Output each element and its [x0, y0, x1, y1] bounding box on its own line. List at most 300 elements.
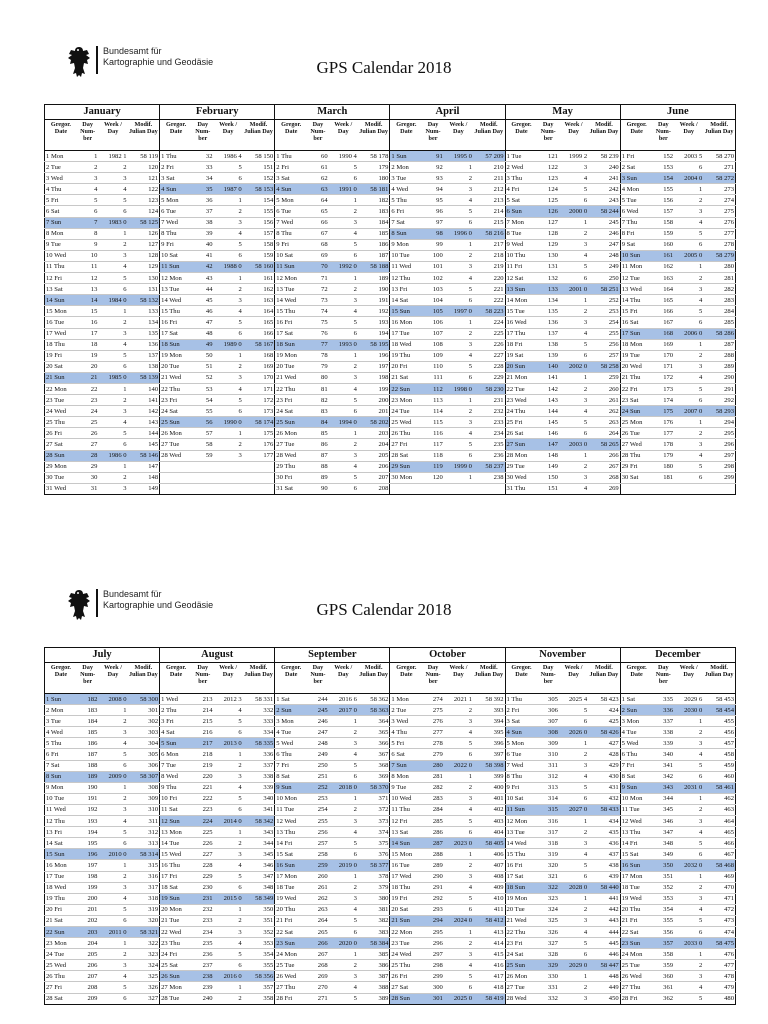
gregorian-date-cell: 13 Fri	[45, 827, 77, 838]
gps-week-day-cell: 2013 0	[214, 738, 243, 749]
mjd-cell: 135	[128, 328, 160, 339]
mjd-cell: 289	[703, 361, 735, 372]
day-number-cell: 137	[537, 328, 559, 339]
gregorian-date-cell: 17 Tue	[45, 871, 77, 882]
gps-week-day-cell: 1	[329, 949, 358, 960]
day-number-cell: 142	[537, 383, 559, 394]
gps-week-day-cell: 2027 0	[559, 804, 588, 815]
gps-week-day-cell: 2	[329, 960, 358, 971]
mjd-cell: 58 223	[473, 306, 505, 317]
gps-week-day-cell: 3	[559, 239, 588, 250]
day-number-cell: 356	[653, 926, 675, 937]
table-row	[45, 982, 736, 993]
gregorian-date-cell: 10 Sun	[620, 250, 652, 261]
gps-week-day-cell: 3	[214, 217, 243, 228]
gregorian-date-cell: 2 Fri	[275, 162, 307, 173]
gregorian-date-cell: 26 Wed	[620, 971, 652, 982]
gregorian-date-cell: 17 Mon	[620, 871, 652, 882]
gps-week-day-cell: 6	[559, 716, 588, 727]
day-number-cell: 310	[537, 749, 559, 760]
table-row	[45, 173, 736, 184]
day-number-cell: 268	[307, 960, 329, 971]
gregorian-date-cell: 13 Wed	[620, 284, 652, 295]
gregorian-date-cell: 3 Thu	[505, 173, 537, 184]
gps-week-day-cell: 5	[214, 871, 243, 882]
day-number-cell: 131	[537, 261, 559, 272]
gregorian-date-cell: 6 Fri	[45, 749, 77, 760]
mjd-cell: 337	[243, 760, 275, 771]
gregorian-date-cell: 12 Mon	[275, 273, 307, 284]
gregorian-date-cell: 24 Wed	[45, 406, 77, 417]
gps-week-day-cell: 1995 0	[444, 151, 473, 162]
mjd-cell: 297	[703, 450, 735, 461]
column-header: Gregor. Date	[160, 663, 192, 694]
day-number-cell: 260	[307, 871, 329, 882]
day-number-cell: 122	[537, 162, 559, 173]
gregorian-date-cell: 7 Sat	[45, 760, 77, 771]
gregorian-date-cell: 18 Sun	[160, 339, 192, 350]
day-number-cell: 361	[653, 982, 675, 993]
gregorian-date-cell: 24 Tue	[390, 406, 422, 417]
day-number-cell: 141	[537, 372, 559, 383]
gregorian-date-cell: 6 Tue	[160, 206, 192, 217]
gregorian-date-cell: 27 Wed	[620, 439, 652, 450]
column-header: Modif. Julian Day	[128, 120, 160, 151]
gps-week-day-cell: 1	[329, 273, 358, 284]
gregorian-date-cell: 21 Sun	[45, 372, 77, 383]
day-number-cell: 151	[537, 483, 559, 494]
mjd-cell: 323	[128, 949, 160, 960]
mjd-cell: 213	[473, 195, 505, 206]
gregorian-date-cell: 1 Tue	[505, 151, 537, 162]
gps-week-day-cell: 4	[214, 383, 243, 394]
gps-week-day-cell: 4	[444, 195, 473, 206]
gps-week-day-cell: 2	[329, 727, 358, 738]
gregorian-date-cell: 12 Mon	[505, 816, 537, 827]
day-number-cell: 298	[422, 960, 444, 971]
gps-week-day-cell: 4	[329, 306, 358, 317]
mjd-cell: 224	[473, 317, 505, 328]
gps-week-day-cell: 4	[444, 960, 473, 971]
day-number-cell: 28	[77, 450, 99, 461]
gregorian-date-cell: 9 Mon	[390, 239, 422, 250]
day-number-cell	[192, 461, 214, 472]
mjd-cell: 245	[588, 217, 620, 228]
day-number-cell: 114	[422, 406, 444, 417]
day-number-cell: 179	[653, 450, 675, 461]
gps-week-day-cell: 1994 0	[329, 417, 358, 428]
mjd-cell: 325	[128, 971, 160, 982]
day-number-cell: 133	[537, 284, 559, 295]
mjd-cell: 480	[703, 993, 735, 1004]
day-number-cell: 189	[77, 771, 99, 782]
gps-week-day-cell: 2023 0	[444, 838, 473, 849]
gregorian-date-cell: 28 Fri	[620, 993, 652, 1004]
mjd-cell: 169	[243, 361, 275, 372]
mjd-cell: 393	[473, 705, 505, 716]
day-number-cell: 327	[537, 938, 559, 949]
day-number-cell: 88	[307, 461, 329, 472]
column-header: Modif. Julian Day	[473, 120, 505, 151]
gregorian-date-cell: 15 Wed	[160, 849, 192, 860]
mjd-cell: 58 412	[473, 915, 505, 926]
gregorian-date-cell: 9 Tue	[45, 239, 77, 250]
mjd-cell: 415	[473, 949, 505, 960]
gregorian-date-cell: 26 Thu	[45, 971, 77, 982]
mjd-cell: 458	[703, 749, 735, 760]
gregorian-date-cell	[160, 472, 192, 483]
gregorian-date-cell: 7 Sun	[45, 217, 77, 228]
day-number-cell: 244	[307, 694, 329, 705]
mjd-cell: 58 251	[588, 284, 620, 295]
mjd-cell: 333	[243, 716, 275, 727]
gps-week-day-cell: 2	[674, 428, 703, 439]
mjd-cell: 58 447	[588, 960, 620, 971]
gps-week-day-cell: 2	[559, 228, 588, 239]
mjd-cell: 280	[703, 261, 735, 272]
gregorian-date-cell	[390, 483, 422, 494]
mjd-cell: 262	[588, 406, 620, 417]
gps-week-day-cell: 6	[329, 406, 358, 417]
gps-week-day-cell: 2029 6	[674, 694, 703, 705]
gps-week-day-cell: 1	[674, 184, 703, 195]
gps-week-day-cell: 1	[559, 372, 588, 383]
mjd-cell: 253	[588, 306, 620, 317]
gps-week-day-cell: 3	[329, 295, 358, 306]
day-number-cell: 73	[307, 295, 329, 306]
gps-week-day-cell: 3	[444, 184, 473, 195]
gps-week-day-cell: 1	[559, 893, 588, 904]
column-header: Week / Day	[329, 663, 358, 694]
day-number-cell: 60	[307, 151, 329, 162]
gps-week-day-cell: 4	[674, 982, 703, 993]
gregorian-date-cell: 28 Wed	[160, 450, 192, 461]
gregorian-date-cell: 3 Wed	[390, 716, 422, 727]
gps-week-day-cell: 2	[674, 195, 703, 206]
gps-week-day-cell: 2	[214, 206, 243, 217]
day-number-cell: 7	[77, 217, 99, 228]
day-number-cell: 316	[537, 816, 559, 827]
day-number-cell: 171	[653, 361, 675, 372]
gps-week-day-cell: 2025 4	[559, 694, 588, 705]
mjd-cell: 414	[473, 938, 505, 949]
day-number-cell: 53	[192, 383, 214, 394]
gps-week-day-cell: 6	[674, 771, 703, 782]
gregorian-date-cell: 19 Mon	[275, 350, 307, 361]
gps-week-day-cell: 5	[444, 816, 473, 827]
gregorian-date-cell: 1 Sun	[390, 151, 422, 162]
mjd-cell: 147	[128, 461, 160, 472]
mjd-cell: 305	[128, 749, 160, 760]
mjd-cell: 256	[588, 339, 620, 350]
gregorian-date-cell: 18 Tue	[620, 882, 652, 893]
table-row	[45, 273, 736, 284]
gps-week-day-cell: 3	[444, 871, 473, 882]
gps-week-day-cell: 5	[444, 893, 473, 904]
mjd-cell: 355	[243, 960, 275, 971]
gregorian-date-cell: 7 Mon	[505, 217, 537, 228]
gps-week-day-cell: 2	[444, 860, 473, 871]
day-number-cell: 217	[192, 738, 214, 749]
mjd-cell: 406	[473, 849, 505, 860]
gps-week-day-cell: 6	[329, 173, 358, 184]
day-number-cell: 354	[653, 904, 675, 915]
gps-week-day-cell: 5	[674, 461, 703, 472]
gregorian-date-cell: 18 Wed	[390, 339, 422, 350]
day-number-cell: 170	[653, 350, 675, 361]
gregorian-date-cell: 23 Sun	[620, 938, 652, 949]
mjd-cell: 354	[243, 949, 275, 960]
gps-week-day-cell: 2033 0	[674, 938, 703, 949]
day-number-cell: 238	[192, 971, 214, 982]
column-header: Day Num- ber	[192, 120, 214, 151]
day-number-cell: 224	[192, 816, 214, 827]
mjd-cell: 164	[243, 306, 275, 317]
mjd-cell: 58 279	[703, 250, 735, 261]
day-number-cell: 77	[307, 339, 329, 350]
mjd-cell: 285	[703, 317, 735, 328]
mjd-cell: 242	[588, 184, 620, 195]
gps-week-day-cell: 3	[559, 472, 588, 483]
gps-week-day-cell: 1	[214, 982, 243, 993]
gps-week-day-cell: 1	[329, 428, 358, 439]
gregorian-date-cell: 31 Wed	[45, 483, 77, 494]
mjd-cell: 162	[243, 284, 275, 295]
gps-week-day-cell: 5	[559, 782, 588, 793]
mjd-cell: 215	[473, 217, 505, 228]
mjd-cell: 357	[243, 982, 275, 993]
day-number-cell: 175	[653, 406, 675, 417]
gregorian-date-cell: 22 Sun	[45, 926, 77, 937]
gregorian-date-cell: 14 Fri	[275, 838, 307, 849]
gregorian-date-cell: 23 Wed	[505, 395, 537, 406]
mjd-cell: 477	[703, 960, 735, 971]
gps-week-day-cell: 1985 0	[98, 372, 127, 383]
day-number-cell: 41	[192, 250, 214, 261]
gregorian-date-cell: 1 Thu	[505, 694, 537, 705]
gps-week-day-cell: 6	[329, 926, 358, 937]
day-number-cell: 79	[307, 361, 329, 372]
gregorian-date-cell: 11 Mon	[620, 261, 652, 272]
gps-week-day-cell: 2	[674, 273, 703, 284]
gregorian-date-cell: 8 Thu	[275, 228, 307, 239]
day-number-cell: 261	[307, 882, 329, 893]
gps-week-day-cell: 1	[98, 383, 127, 394]
gps-week-day-cell: 2	[98, 317, 127, 328]
mjd-cell: 366	[358, 738, 390, 749]
mjd-cell: 400	[473, 782, 505, 793]
day-number-cell: 94	[422, 184, 444, 195]
gregorian-date-cell: 3 Tue	[390, 173, 422, 184]
day-number-cell: 95	[422, 195, 444, 206]
gps-week-day-cell: 2	[98, 239, 127, 250]
mjd-cell: 157	[243, 228, 275, 239]
mjd-cell: 175	[243, 428, 275, 439]
mjd-cell: 353	[243, 938, 275, 949]
gps-week-day-cell: 3	[214, 849, 243, 860]
table-row	[45, 250, 736, 261]
gregorian-date-cell: 9 Mon	[45, 782, 77, 793]
day-number-cell: 132	[537, 273, 559, 284]
day-number-cell: 22	[77, 383, 99, 394]
mjd-cell: 228	[473, 361, 505, 372]
gregorian-date-cell: 24 Sat	[160, 406, 192, 417]
gregorian-date-cell: 22 Sun	[390, 383, 422, 394]
gregorian-date-cell: 17 Sun	[620, 328, 652, 339]
gregorian-date-cell: 15 Sun	[45, 849, 77, 860]
day-number-cell: 219	[192, 760, 214, 771]
day-number-cell: 231	[192, 893, 214, 904]
day-number-cell: 206	[77, 960, 99, 971]
gregorian-date-cell: 16 Tue	[390, 860, 422, 871]
gps-week-day-cell: 1	[329, 195, 358, 206]
day-number-cell: 6	[77, 206, 99, 217]
day-number-cell: 318	[537, 838, 559, 849]
gregorian-date-cell: 9 Tue	[390, 782, 422, 793]
gps-week-day-cell: 2007 0	[674, 406, 703, 417]
mjd-cell: 206	[358, 461, 390, 472]
gregorian-date-cell: 17 Wed	[45, 328, 77, 339]
column-header: Modif. Julian Day	[473, 663, 505, 694]
gps-week-day-cell: 6	[559, 195, 588, 206]
gps-week-day-cell: 3	[674, 816, 703, 827]
mjd-cell: 386	[358, 960, 390, 971]
day-number-cell: 276	[422, 716, 444, 727]
mjd-cell: 383	[358, 926, 390, 937]
day-number-cell: 254	[307, 804, 329, 815]
gps-week-day-cell: 1989 0	[214, 339, 243, 350]
day-number-cell: 286	[422, 827, 444, 838]
gps-week-day-cell: 1	[559, 217, 588, 228]
mjd-cell: 268	[588, 472, 620, 483]
gregorian-date-cell: 14 Mon	[505, 295, 537, 306]
day-number-cell: 287	[422, 838, 444, 849]
gregorian-date-cell: 5 Wed	[620, 738, 652, 749]
gregorian-date-cell: 26 Thu	[390, 428, 422, 439]
gps-week-day-cell: 1	[98, 306, 127, 317]
day-number-cell: 138	[537, 339, 559, 350]
gps-week-day-cell: 5	[98, 350, 127, 361]
mjd-cell: 58 349	[243, 893, 275, 904]
gps-week-day-cell: 5	[674, 915, 703, 926]
mjd-cell: 120	[128, 162, 160, 173]
day-number-cell: 124	[537, 184, 559, 195]
mjd-cell: 236	[473, 450, 505, 461]
gregorian-date-cell: 16 Sat	[620, 317, 652, 328]
mjd-cell: 341	[243, 804, 275, 815]
gps-week-day-cell: 5	[98, 749, 127, 760]
gps-week-day-cell: 4	[444, 882, 473, 893]
mjd-cell: 283	[703, 295, 735, 306]
day-number-cell: 51	[192, 361, 214, 372]
day-number-cell: 130	[537, 250, 559, 261]
gps-week-day-cell: 6	[674, 849, 703, 860]
mjd-cell: 309	[128, 793, 160, 804]
column-header: Gregor. Date	[160, 120, 192, 151]
day-number-cell: 282	[422, 782, 444, 793]
gregorian-date-cell: 10 Mon	[620, 793, 652, 804]
gregorian-date-cell: 13 Thu	[275, 827, 307, 838]
gregorian-date-cell: 25 Wed	[45, 960, 77, 971]
gps-week-day-cell: 4	[559, 328, 588, 339]
gps-week-day-cell: 3	[329, 893, 358, 904]
mjd-cell: 301	[128, 705, 160, 716]
page-title: GPS Calendar 2018	[316, 600, 452, 619]
mjd-cell: 344	[243, 838, 275, 849]
day-number-cell: 98	[422, 228, 444, 239]
mjd-cell: 58 188	[358, 261, 390, 272]
gregorian-date-cell: 10 Sat	[275, 250, 307, 261]
gps-week-day-cell: 3	[98, 406, 127, 417]
day-number-cell: 249	[307, 749, 329, 760]
gregorian-date-cell: 11 Wed	[45, 804, 77, 815]
gregorian-date-cell: 27 Mon	[160, 982, 192, 993]
gps-week-day-cell: 2009 0	[98, 771, 127, 782]
gregorian-date-cell: 22 Fri	[620, 383, 652, 394]
gregorian-date-cell: 15 Mon	[390, 849, 422, 860]
day-number-cell: 29	[77, 461, 99, 472]
mjd-cell: 340	[243, 793, 275, 804]
day-number-cell: 9	[77, 239, 99, 250]
day-number-cell: 153	[653, 162, 675, 173]
month-header: August	[160, 648, 275, 663]
gregorian-date-cell: 28 Sat	[45, 993, 77, 1004]
column-header: Day Num- ber	[422, 663, 444, 694]
mjd-cell: 372	[358, 804, 390, 815]
day-number-cell: 216	[192, 727, 214, 738]
day-number-cell: 351	[653, 871, 675, 882]
gregorian-date-cell: 18 Sun	[505, 882, 537, 893]
mjd-cell: 429	[588, 760, 620, 771]
day-number-cell: 97	[422, 217, 444, 228]
mjd-cell: 127	[128, 239, 160, 250]
gps-week-day-cell: 6	[444, 372, 473, 383]
gps-week-day-cell: 2	[444, 782, 473, 793]
mjd-cell: 465	[703, 827, 735, 838]
gps-week-day-cell: 1996 0	[444, 228, 473, 239]
gregorian-date-cell: 11 Thu	[390, 804, 422, 815]
day-number-cell: 255	[307, 816, 329, 827]
day-number-cell: 161	[653, 250, 675, 261]
day-number-cell: 44	[192, 284, 214, 295]
gps-week-day-cell: 4	[444, 350, 473, 361]
day-number-cell: 265	[307, 926, 329, 937]
day-number-cell: 125	[537, 195, 559, 206]
table-row	[45, 261, 736, 272]
gregorian-date-cell: 20 Tue	[505, 904, 537, 915]
gps-week-day-cell: 4	[98, 971, 127, 982]
gps-week-day-cell	[444, 483, 473, 494]
gregorian-date-cell: 22 Sat	[275, 926, 307, 937]
day-number-cell: 126	[537, 206, 559, 217]
column-header: Gregor. Date	[505, 120, 537, 151]
mjd-cell: 338	[243, 771, 275, 782]
gps-week-day-cell: 4	[559, 173, 588, 184]
mjd-cell: 351	[243, 915, 275, 926]
mjd-cell: 450	[588, 993, 620, 1004]
gps-week-day-cell: 2	[98, 162, 127, 173]
day-number-cell: 17	[77, 328, 99, 339]
gregorian-date-cell: 3 Mon	[620, 716, 652, 727]
mjd-cell: 168	[243, 350, 275, 361]
mjd-cell: 221	[473, 284, 505, 295]
table-row	[45, 716, 736, 727]
gps-week-day-cell: 6	[98, 206, 127, 217]
column-header: Week / Day	[98, 663, 127, 694]
day-number-cell	[653, 483, 675, 494]
gps-week-day-cell: 4	[98, 261, 127, 272]
mjd-cell: 121	[128, 173, 160, 184]
